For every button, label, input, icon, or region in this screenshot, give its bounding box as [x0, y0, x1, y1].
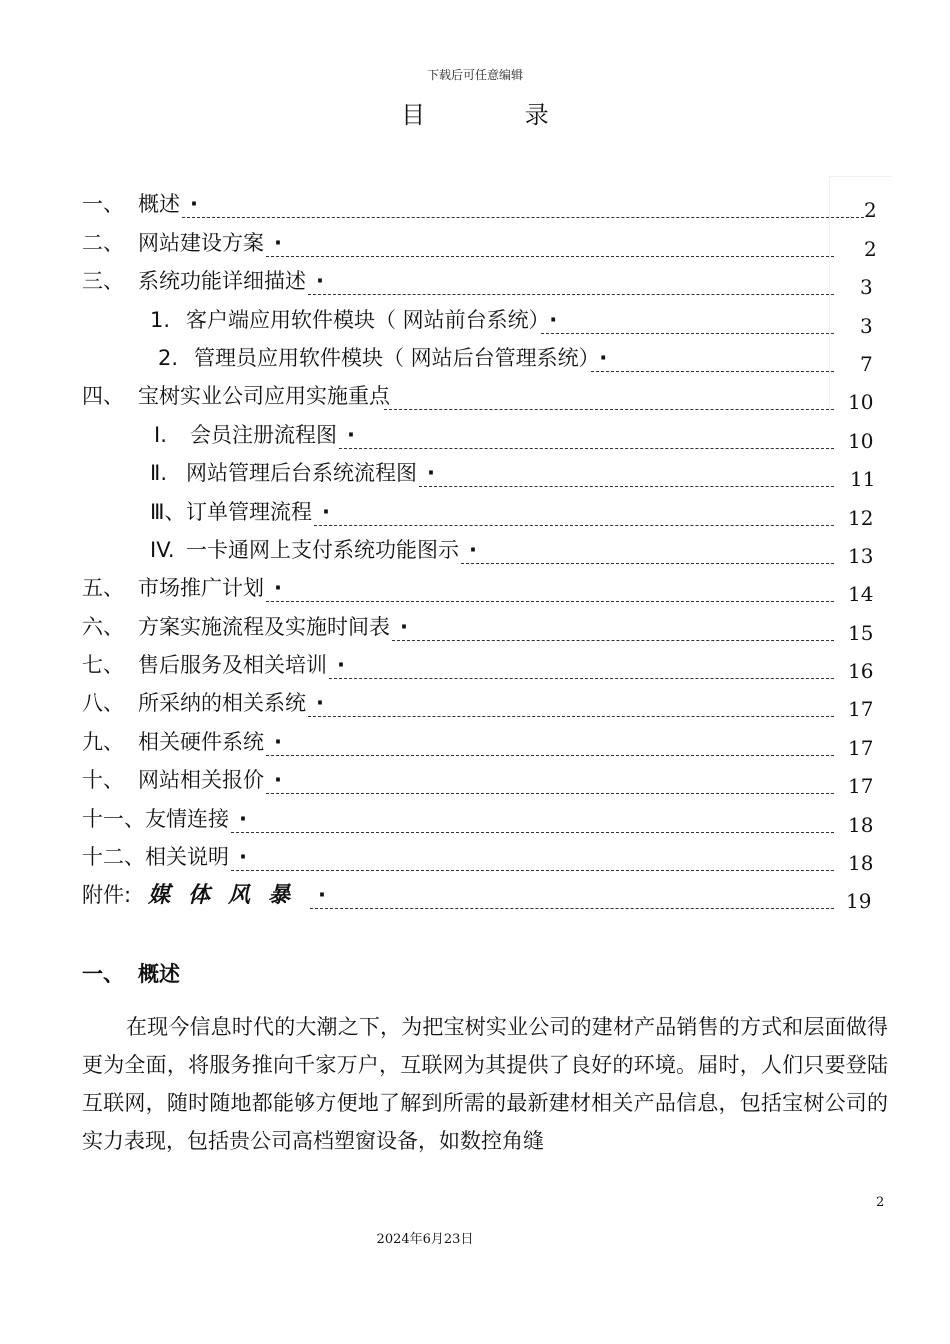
toc-entry-dot: · — [318, 883, 326, 908]
toc-page-number: 16 — [848, 659, 874, 684]
paragraph-text: 在现今信息时代的大潮之下，为把宝树实业公司的建材产品销售的方式和层面做得更为全面，将服务推向千家万户，互联网为其提供了良好的环境。届时，人们只要登陆互联网，随时随地都能够方便地了解到所需的最新建材相关产品信息，包括宝树公司的实力表现，包括贵公司高档塑窗设备，如数控角缝 — [82, 1015, 888, 1153]
toc-entry-text — [150, 500, 330, 524]
toc-entry-number: 附件: — [82, 883, 132, 908]
toc-entry-label: 管理员应用软件模块（ 网站后台管理系统） — [194, 345, 590, 370]
toc-page-number: 2 — [864, 236, 877, 261]
toc-entry[interactable] — [82, 875, 892, 913]
toc-entry-dot: · — [469, 537, 477, 562]
section-heading — [82, 958, 180, 988]
toc-entry[interactable] — [82, 414, 892, 452]
toc-entry-dot: · — [599, 345, 608, 370]
toc-page-number: 7 — [860, 351, 873, 376]
toc-entry-number: 七、 — [82, 653, 124, 678]
toc-entry-label: 媒体风暴 — [148, 882, 309, 909]
section-title: 概述 — [138, 962, 180, 986]
toc-entry-text — [82, 653, 345, 677]
toc-entry-text — [154, 423, 355, 447]
toc-entry-text — [82, 845, 247, 869]
toc-entry-number: Ⅲ、 — [150, 499, 186, 524]
toc-entry[interactable] — [82, 568, 892, 606]
toc-leader-line — [266, 256, 834, 257]
toc-entry-number: 三、 — [82, 269, 124, 294]
toc-leader-line — [339, 448, 834, 449]
toc-leader-line — [384, 409, 834, 410]
toc-entry[interactable] — [82, 222, 892, 260]
toc-leader-line — [314, 525, 834, 526]
toc-page-number: 13 — [848, 543, 874, 568]
toc-entry-label: 一卡通网上支付系统功能图示 — [186, 537, 459, 562]
toc-leader-line — [182, 217, 864, 218]
toc-entry-number: 六、 — [82, 614, 124, 639]
toc-page-number: 19 — [846, 889, 872, 914]
toc-entry-dot: · — [400, 614, 408, 639]
toc-entry-number: 二、 — [82, 230, 124, 255]
toc-entry-label: 售后服务及相关培训 — [138, 653, 327, 678]
footer-date: 2024年6月23日 — [376, 1232, 474, 1247]
toc-page-number: 3 — [860, 313, 873, 338]
toc-entry-text — [82, 269, 324, 293]
section-number: 一、 — [82, 962, 124, 986]
toc-entry-text — [82, 883, 326, 907]
toc-entry[interactable] — [82, 299, 892, 337]
toc-entry-number: ⅠV. — [150, 537, 175, 562]
toc-entry-dot: · — [274, 729, 282, 754]
toc-entry-label: 网站管理后台系统流程图 — [186, 461, 417, 486]
toc-leader-line — [308, 716, 834, 717]
toc-entry-text — [158, 346, 607, 370]
toc-page-number: 10 — [848, 390, 874, 415]
toc-entry-number: 四、 — [82, 384, 124, 409]
toc-entry-text — [82, 384, 400, 408]
toc-leader-line — [591, 371, 834, 372]
toc-leader-line — [266, 755, 834, 756]
toc-entry-dot: · — [322, 499, 330, 524]
body-paragraph — [82, 1008, 888, 1160]
toc-entry-text — [150, 538, 477, 562]
toc-entry-text — [82, 730, 282, 754]
toc-entry-label: 市场推广计划 — [138, 576, 264, 601]
toc-page-number: 10 — [848, 428, 874, 453]
page-header: 下载后可任意编辑 — [426, 68, 523, 82]
toc-leader-line — [308, 294, 834, 295]
toc-entry-number: 五、 — [82, 576, 124, 601]
toc-entry-dot: · — [347, 422, 355, 447]
toc-entry[interactable] — [82, 798, 892, 836]
toc-entry[interactable] — [82, 184, 892, 222]
toc-entry-dot: · — [549, 307, 558, 332]
toc-entry-text — [82, 691, 324, 715]
toc-entry-number: 九、 — [82, 729, 124, 754]
toc-entry-text — [82, 807, 247, 831]
toc-page-number: 18 — [848, 851, 874, 876]
toc-entry-dot: · — [239, 806, 247, 831]
toc-entry-number: 1. — [150, 307, 171, 332]
toc-entry-number: 一、 — [82, 192, 124, 217]
toc-leader-line — [231, 870, 834, 871]
toc-leader-line — [266, 793, 834, 794]
toc-entry-dot: · — [316, 691, 324, 716]
toc-page-number: 17 — [848, 735, 874, 760]
toc-entry[interactable] — [82, 376, 892, 414]
toc-entry-number: 十、 — [82, 768, 124, 793]
toc-entry-number: 十一、 — [82, 806, 145, 831]
toc-entry-label: 网站相关报价 — [138, 768, 264, 793]
toc-entry-text — [82, 768, 282, 792]
toc-entry-dot: · — [239, 845, 247, 870]
toc-entry-label: 相关说明 — [145, 845, 229, 870]
toc-entry-number: 十二、 — [82, 845, 145, 870]
toc-page-number: 11 — [850, 467, 876, 492]
toc-leader-line — [266, 601, 834, 602]
toc-leader-line — [392, 640, 834, 641]
toc-leader-line — [231, 832, 834, 833]
toc-leader-line — [419, 486, 834, 487]
toc-page-number: 15 — [848, 620, 874, 645]
toc-entry[interactable] — [82, 721, 892, 759]
toc-entry-label: 相关硬件系统 — [138, 729, 264, 754]
toc-entry-text — [82, 576, 282, 600]
toc-entry-text — [150, 308, 557, 332]
toc-entry[interactable] — [82, 760, 892, 798]
toc-leader-line — [541, 333, 834, 334]
toc-entry-label: 所采纳的相关系统 — [138, 691, 306, 716]
toc-entry-text — [82, 615, 408, 639]
toc-entry[interactable] — [82, 683, 892, 721]
toc-entry-number: 2. — [158, 345, 179, 370]
toc-entry-text — [82, 192, 198, 216]
toc-entry-number: Ⅰ. — [154, 422, 167, 447]
toc-page-number: 17 — [848, 774, 874, 799]
toc-entry[interactable] — [82, 645, 892, 683]
toc-entry-dot: · — [190, 192, 198, 217]
table-of-contents — [82, 184, 892, 913]
toc-entry-label: 概述 — [138, 192, 180, 217]
toc-title: 目 录 — [401, 101, 595, 129]
page-number: 2 — [876, 1195, 885, 1210]
toc-entry-dot: · — [274, 230, 282, 255]
toc-entry-number: 八、 — [82, 691, 124, 716]
toc-entry-text — [82, 231, 282, 255]
toc-entry-label: 订单管理流程 — [186, 499, 312, 524]
toc-entry-label: 友情连接 — [145, 806, 229, 831]
toc-entry-label: 会员注册流程图 — [190, 422, 337, 447]
toc-entry-label: 宝树实业公司应用实施重点 — [138, 384, 390, 409]
toc-entry[interactable] — [82, 338, 892, 376]
toc-entry-dot: · — [316, 269, 324, 294]
toc-page-number: 18 — [848, 812, 874, 837]
toc-page-number: 3 — [860, 275, 873, 300]
toc-page-number: 14 — [848, 582, 874, 607]
toc-entry[interactable] — [82, 261, 892, 299]
toc-entry[interactable] — [82, 837, 892, 875]
toc-entry-text — [150, 461, 435, 485]
toc-entry-label: 客户端应用软件模块（ 网站前台系统） — [186, 307, 540, 332]
toc-entry-label: 系统功能详细描述 — [138, 269, 306, 294]
toc-entry[interactable] — [82, 606, 892, 644]
toc-entry-dot: · — [274, 576, 282, 601]
toc-entry-dot: · — [337, 653, 345, 678]
toc-entry[interactable] — [82, 453, 892, 491]
toc-page-number: 2 — [864, 198, 877, 223]
toc-leader-line — [329, 678, 834, 679]
toc-entry-number: Ⅱ. — [150, 461, 168, 486]
toc-page-number: 12 — [848, 505, 874, 530]
toc-entry-dot: · — [427, 461, 435, 486]
toc-entry-label: 方案实施流程及实施时间表 — [138, 614, 390, 639]
toc-entry[interactable] — [82, 491, 892, 529]
toc-leader-line — [310, 908, 834, 909]
toc-entry-dot: · — [274, 768, 282, 793]
toc-entry[interactable] — [82, 530, 892, 568]
toc-page-number: 17 — [848, 697, 874, 722]
toc-leader-line — [461, 563, 834, 564]
toc-entry-label: 网站建设方案 — [138, 230, 264, 255]
